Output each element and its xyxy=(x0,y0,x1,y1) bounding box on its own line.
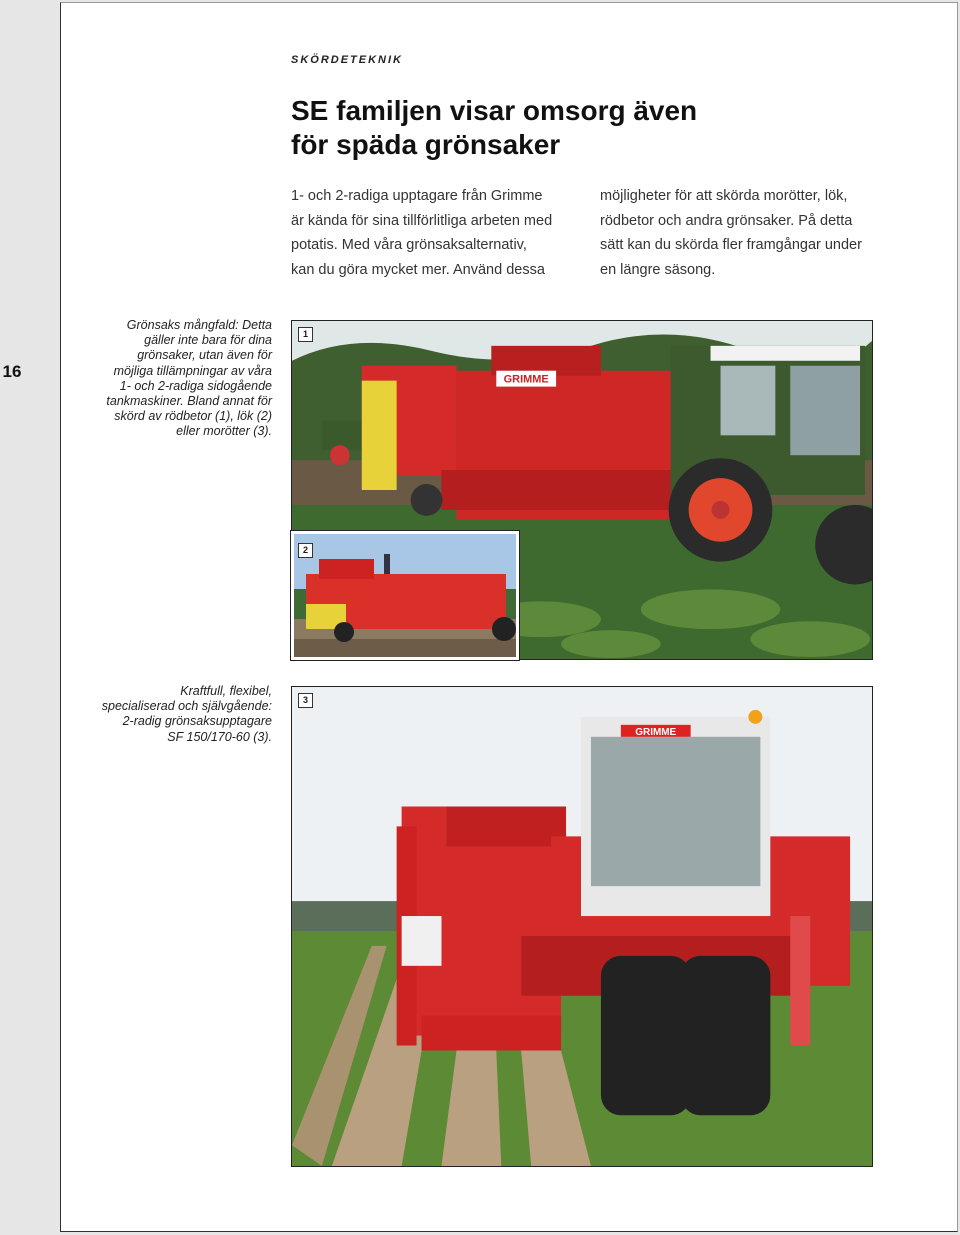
photo-1-brand: GRIMME xyxy=(503,373,549,386)
caption-line: 2-radig grönsaksupptagare xyxy=(122,714,272,729)
photo-1-badge: 1 xyxy=(298,327,313,342)
caption-photo-3 xyxy=(92,684,272,745)
headline-line-2: för späda grönsaker xyxy=(291,129,561,160)
intro-right-line: rödbetor och andra grönsaker. På detta xyxy=(600,212,853,229)
photo-3-illustration xyxy=(292,687,872,1166)
caption-line: möjliga tillämpningar av våra xyxy=(113,363,272,378)
headline-line-1: SE familjen visar omsorg även xyxy=(291,95,698,126)
page-number: 16 xyxy=(2,362,22,381)
caption-line: specialiserad och självgående: xyxy=(101,699,272,714)
photo-2-badge: 2 xyxy=(298,543,313,558)
intro-left-line: potatis. Med våra grönsaksalternativ, xyxy=(291,237,527,253)
caption-line: gäller inte bara för dina xyxy=(144,333,272,348)
intro-left-line: 1- och 2-radiga upptagare från Grimme xyxy=(291,188,543,204)
intro-right-line: en längre säsong. xyxy=(600,261,716,278)
caption-line: 1- och 2-radiga sidogående xyxy=(119,378,272,393)
caption-line: Kraftfull, flexibel, xyxy=(180,684,272,698)
intro-right-line: sätt kan du skörda fler framgångar under xyxy=(600,237,862,253)
intro-right-line: möjligheter för att skörda morötter, lök, xyxy=(600,188,848,204)
photo-carrot-harvester xyxy=(291,686,873,1167)
intro-left-line: är kända för sina tillförlitliga arbeten med xyxy=(291,212,553,229)
photo-onion-harvester xyxy=(291,531,519,660)
caption-line: skörd av rödbetor (1), lök (2) xyxy=(114,409,272,424)
caption-line: SF 150/170-60 (3). xyxy=(167,729,272,744)
caption-line: grönsaker, utan även för xyxy=(137,348,272,363)
intro-left-line: kan du göra mycket mer. Använd dessa xyxy=(291,261,545,278)
intro-column-right xyxy=(600,184,870,282)
photo-3-brand: GRIMME xyxy=(635,726,677,738)
headline xyxy=(291,94,697,162)
caption-line: Grönsaks mångfald: Detta xyxy=(126,318,272,332)
caption-line: eller morötter (3). xyxy=(176,424,272,439)
photo-2-illustration xyxy=(294,534,516,657)
caption-photos-1-2 xyxy=(92,318,272,440)
section-label: SKÖRDETEKNIK xyxy=(291,54,404,66)
caption-line: tankmaskiner. Bland annat för xyxy=(106,394,272,409)
photo-3-badge: 3 xyxy=(298,693,313,708)
intro-column-left xyxy=(291,184,561,282)
